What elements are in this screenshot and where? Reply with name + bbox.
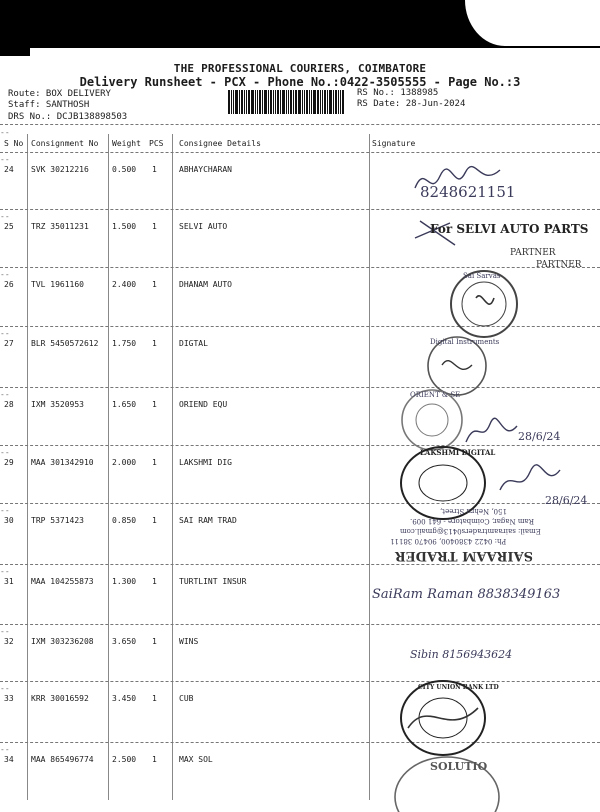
route-label: Route: BOX DELIVERY <box>8 89 111 99</box>
signature-row-32: Sibin 8156943624 <box>410 648 513 661</box>
row-divider <box>0 152 600 153</box>
row-weight: 0.500 <box>112 165 137 174</box>
row-weight: 1.300 <box>112 577 137 586</box>
dash-mark: -- <box>0 567 10 576</box>
signature-phone-24: 8248621151 <box>420 183 516 201</box>
row-consignment-no: BLR 5450572612 <box>31 339 99 348</box>
col-divider-4 <box>369 134 370 800</box>
dash-mark: -- <box>0 745 10 754</box>
drs-label: DRS No.: DCJB138898503 <box>8 112 128 122</box>
dash-mark: -- <box>0 448 10 457</box>
dash-mark: -- <box>0 390 10 399</box>
row-consignment-no: KRR 30016592 <box>31 694 89 703</box>
col-weight: Weight <box>112 139 141 148</box>
col-divider-3 <box>172 134 173 800</box>
row-sno: 31 <box>4 577 14 586</box>
barcode <box>228 90 350 114</box>
rs-no-label: RS No.: 1388985 <box>357 88 439 98</box>
row-weight: 1.500 <box>112 222 137 231</box>
row-consignee: DIGTAL <box>179 339 208 348</box>
stamp-partner-2: PARTNER <box>536 260 582 270</box>
row-pcs: 1 <box>152 280 157 289</box>
row-divider <box>0 564 600 565</box>
row-consignee: SELVI AUTO <box>179 222 228 231</box>
staff-label: Staff: SANTHOSH <box>8 100 90 110</box>
row-consignment-no: SVK 30212216 <box>31 165 89 174</box>
row-sno: 28 <box>4 400 14 409</box>
col-pcs: PCS <box>149 139 164 148</box>
signature-row-31: SaiRam Raman 8838349163 <box>372 587 561 602</box>
row-pcs: 1 <box>152 458 157 467</box>
stamp-sairam-address-3: Email: sairaamtraders0413@gmail.com <box>400 527 541 535</box>
stamp-city-union-text: CITY UNION BANK LTD <box>418 684 499 691</box>
dash-mark: -- <box>0 128 10 137</box>
row-consignment-no: IXM 3520953 <box>31 400 84 409</box>
rs-date-label: RS Date: 28-Jun-2024 <box>357 99 466 109</box>
stamp-sairam-phone: Ph: 0422 4380400, 90470 38111 <box>390 537 507 545</box>
row-weight: 1.650 <box>112 400 137 409</box>
col-divider-1 <box>27 134 28 800</box>
dash-mark: -- <box>0 329 10 338</box>
row-consignee: WINS <box>179 637 199 646</box>
row-sno: 30 <box>4 516 14 525</box>
stamp-sairam-address-1: 150, Nehru Street, <box>440 507 507 515</box>
stamp-selvi-auto: For SELVI AUTO PARTS <box>430 222 589 236</box>
row-sno: 33 <box>4 694 14 703</box>
row-consignment-no: MAA 865496774 <box>31 755 94 764</box>
row-divider <box>0 503 600 504</box>
row-pcs: 1 <box>152 222 157 231</box>
row-weight: 3.450 <box>112 694 137 703</box>
row-divider <box>0 681 600 682</box>
row-weight: 2.500 <box>112 755 137 764</box>
col-consignee: Consignee Details <box>179 139 261 148</box>
row-consignment-no: IXM 303236208 <box>31 637 94 646</box>
col-consignment: Consignment No <box>31 139 99 148</box>
row-pcs: 1 <box>152 339 157 348</box>
stamp-digital-text: Digital Instruments <box>430 338 500 346</box>
stamp-max-sol-text: SOLUTIO <box>430 760 488 773</box>
row-weight: 2.000 <box>112 458 137 467</box>
row-sno: 32 <box>4 637 14 646</box>
row-pcs: 1 <box>152 694 157 703</box>
row-divider <box>0 387 600 388</box>
row-divider <box>0 624 600 625</box>
stamp-sairam-trader: SAIRAAM TRADER <box>395 548 533 563</box>
row-pcs: 1 <box>152 577 157 586</box>
dash-mark: -- <box>0 506 10 515</box>
stamp-partner: PARTNER <box>510 248 556 258</box>
row-pcs: 1 <box>152 637 157 646</box>
row-pcs: 1 <box>152 516 157 525</box>
row-consignee: ORIEND EQU <box>179 400 228 409</box>
header-divider-top <box>0 124 600 125</box>
row-consignee: TURTLINT INSUR <box>179 577 247 586</box>
row-consignment-no: TVL 1961160 <box>31 280 84 289</box>
col-sno: S No <box>4 139 24 148</box>
row-weight: 0.850 <box>112 516 137 525</box>
col-divider-2 <box>108 134 109 800</box>
company-title: THE PROFESSIONAL COURIERS, COIMBATORE <box>173 62 427 75</box>
row-consignee: SAI RAM TRAD <box>179 516 237 525</box>
stamp-sairam-address-2: Ram Nagar, Coimbatore - 641 009. <box>410 517 535 525</box>
stamp-dhanam-text: Sai Sarvas <box>463 272 501 280</box>
page-curl <box>465 0 600 46</box>
row-consignee: ABHAYCHARAN <box>179 165 232 174</box>
dash-mark: -- <box>0 155 10 164</box>
row-consignment-no: MAA 301342910 <box>31 458 94 467</box>
row-consignment-no: TRZ 35011231 <box>31 222 89 231</box>
row-consignee: DHANAM AUTO <box>179 280 232 289</box>
col-signature: Signature <box>372 139 416 148</box>
signature-date-29: 28/6/24 <box>545 494 588 507</box>
dash-mark: -- <box>0 212 10 221</box>
stamp-lakshmi-text: LAKSHMI DIGITAL <box>420 448 496 457</box>
row-consignee: CUB <box>179 694 194 703</box>
dash-mark: -- <box>0 627 10 636</box>
row-divider <box>0 742 600 743</box>
row-sno: 29 <box>4 458 14 467</box>
row-consignment-no: MAA 104255873 <box>31 577 94 586</box>
row-pcs: 1 <box>152 165 157 174</box>
row-sno: 24 <box>4 165 14 174</box>
signature-date-28: 28/6/24 <box>518 430 561 443</box>
row-pcs: 1 <box>152 400 157 409</box>
dash-mark: -- <box>0 684 10 693</box>
row-weight: 2.400 <box>112 280 137 289</box>
row-sno: 25 <box>4 222 14 231</box>
row-sno: 26 <box>4 280 14 289</box>
row-sno: 27 <box>4 339 14 348</box>
row-consignee: MAX SOL <box>179 755 213 764</box>
row-consignment-no: TRP 5371423 <box>31 516 84 525</box>
row-pcs: 1 <box>152 755 157 764</box>
row-weight: 3.650 <box>112 637 137 646</box>
runsheet-subtitle: Delivery Runsheet - PCX - Phone No.:0422-3505555 - Page No.:3 <box>79 75 521 89</box>
scan-black-corner <box>0 48 30 56</box>
row-divider <box>0 209 600 210</box>
dash-mark: -- <box>0 270 10 279</box>
row-sno: 34 <box>4 755 14 764</box>
row-consignee: LAKSHMI DIG <box>179 458 232 467</box>
row-weight: 1.750 <box>112 339 137 348</box>
stamp-oriend-text: ORIENT & SE <box>410 391 461 399</box>
